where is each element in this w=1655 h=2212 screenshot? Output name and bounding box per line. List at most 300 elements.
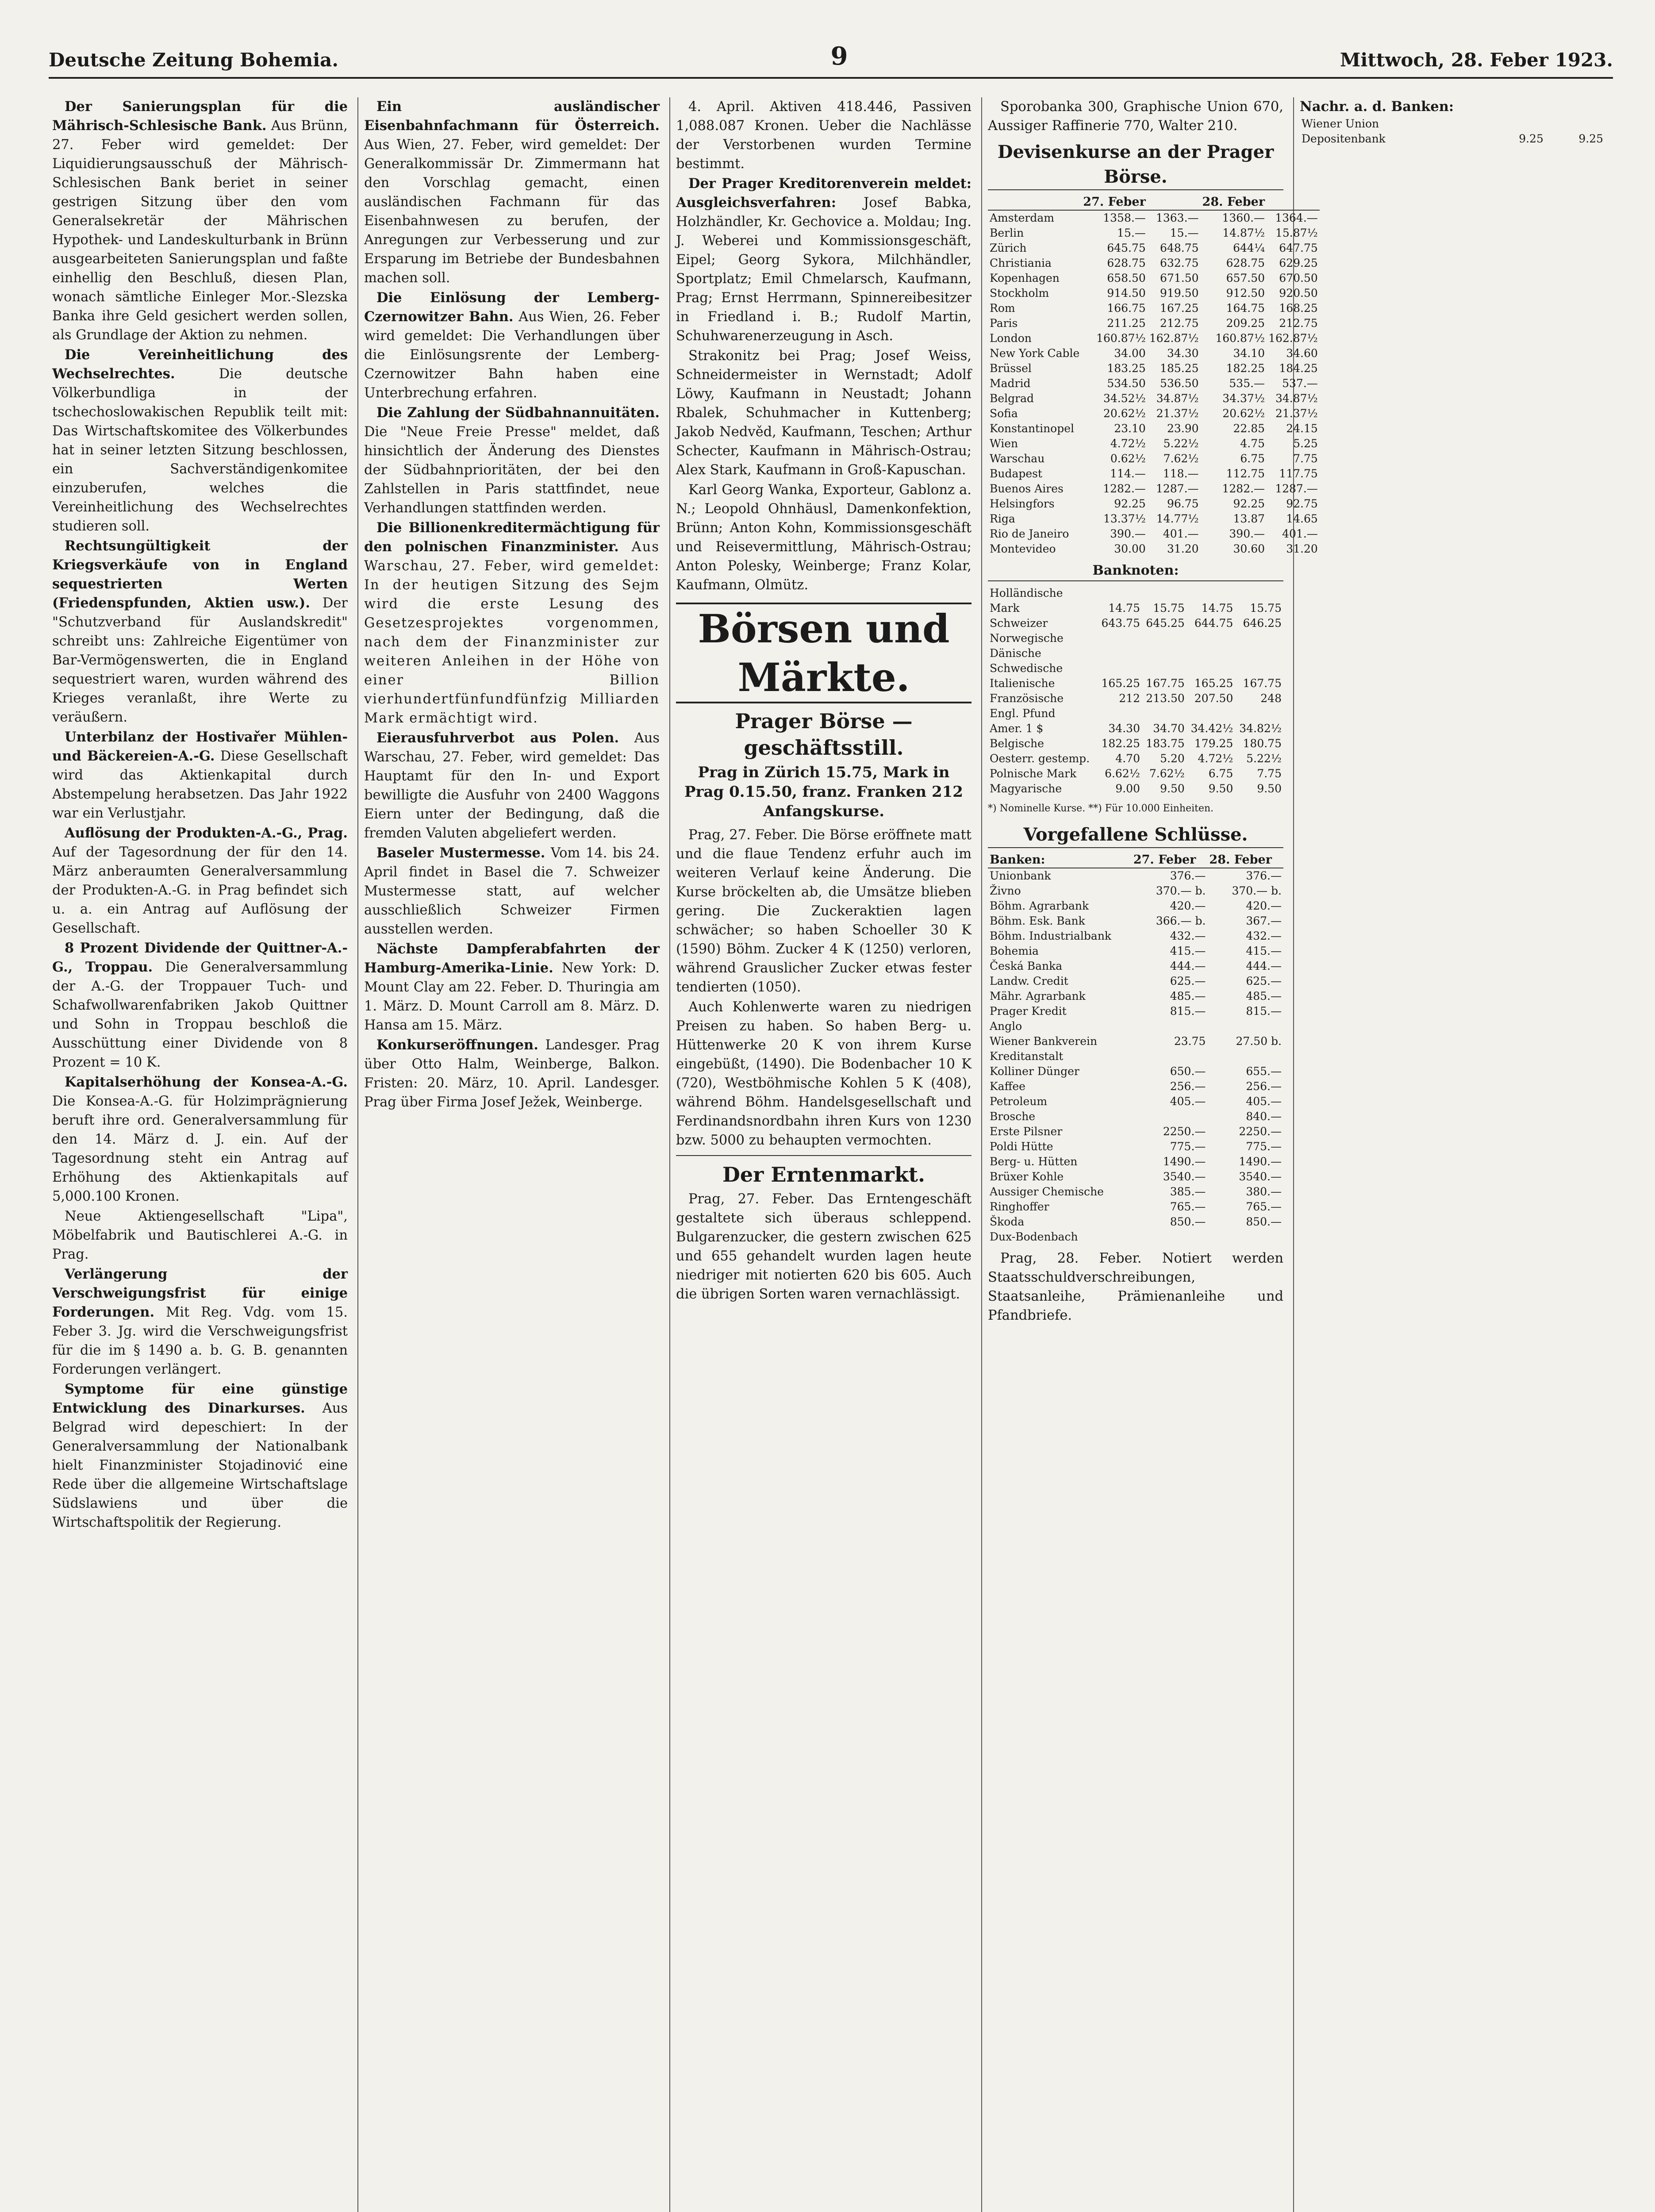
table-cell [1097, 706, 1142, 721]
table-cell: 184.25 [1279, 362, 1318, 375]
table-cell [1097, 631, 1142, 646]
table-row [988, 481, 1320, 496]
table-cell: 9.50 [1208, 782, 1233, 795]
table-cell: 34.60 [1286, 347, 1318, 360]
row-label: Italienische [990, 677, 1055, 690]
table-row [988, 346, 1320, 361]
table-cell: 432.— [1246, 929, 1282, 942]
table-cell [1142, 586, 1187, 601]
article-headline: Der Erntenmarkt. [722, 1163, 925, 1187]
table-cell [1132, 1109, 1208, 1124]
table-cell: 367.— [1246, 914, 1282, 927]
table-header-cell: Banken: [988, 853, 1132, 868]
table-cell: 420.— [1246, 899, 1282, 912]
row-label: Christiania [990, 257, 1052, 269]
table-cell [1132, 1049, 1208, 1064]
article-title: Ein ausländischer Eisenbahnfachmann für Österreich. [364, 99, 660, 134]
table-cell: 213.50 [1146, 692, 1185, 705]
table-row [988, 676, 1283, 691]
table-cell: 4.75 [1240, 437, 1265, 450]
table-cell: 1490.— [1239, 1155, 1282, 1168]
table-cell [1097, 586, 1142, 601]
table-cell: 9.25 [1578, 132, 1603, 145]
table-row [988, 1184, 1283, 1199]
table-cell: 185.25 [1160, 362, 1199, 375]
article-body: Die "Neue Freie Presse" meldet, daß hinsichtlich der Änderung des Dienstes der Südbahnprioritäten, der bei den Zahlstellen in Paris stattfindet, neue Verhandlungen stattfinden werden. [364, 424, 660, 516]
table-row [988, 466, 1320, 481]
table-row [988, 586, 1283, 601]
article-body: Aus Warschau, 27. Feber, wird gemeldet: Das Hauptamt für den In- und Export bewilligte die Ausfuhr von 2400 Waggons Eiern unter der Bedingung, daß die fremden Valuten abgeliefert werden. [364, 730, 660, 841]
table-row [988, 601, 1283, 616]
table-cell: 256.— [1246, 1080, 1282, 1093]
table-cell: 920.50 [1279, 287, 1318, 300]
table-row [988, 331, 1320, 346]
article-body: Strakonitz bei Prag; Josef Weiss, Schneidermeister in Wernstadt; Adolf Löwy, Kaufmann in Neustadt; Johann Rbalek, Schuhmacher in Kuttenberg; Jakob Nedvěd, Kaufmann, Teschen; Arthur Schecter, Kaufmann in Mährisch-Ostrau; Alex Stark, Kaufmann in Groß-Kapuschan. [676, 348, 971, 478]
article-body: Auf der Tagesordnung der für den 14. März anberaumten Generalversammlung der Produkten-A.-G. in Prag befindet sich u. a. ein Antrag auf Auflösung der Gesellschaft. [52, 845, 348, 936]
table-cell: 34.87½ [1275, 392, 1318, 405]
row-label: New York Cable [990, 347, 1080, 360]
row-label: Depositenbank [1302, 132, 1386, 145]
row-label: Stockholm [990, 287, 1049, 300]
column-1 [49, 97, 358, 2212]
table-cell: 658.50 [1107, 272, 1146, 284]
article-body: Aus Wien, 26. Feber wird gemeldet: Die Verhandlungen über die Einlösungsrente der Lemberg-Czernowitzer Bahn haben eine Unterbrechung erfahren. [364, 309, 660, 401]
table-cell: 655.— [1246, 1065, 1282, 1078]
fx-table-title: Devisenkurse an der Prager Börse. [988, 140, 1283, 190]
table-cell: 1287.— [1275, 482, 1318, 495]
row-label: Warschau [990, 452, 1045, 465]
row-label: Zürich [990, 242, 1027, 254]
table-cell: 183.25 [1107, 362, 1146, 375]
row-label: Böhm. Industrialbank [990, 929, 1112, 942]
table-cell [1097, 661, 1142, 676]
closing-table-title: Vorgefallene Schlüsse. [988, 822, 1283, 848]
table-cell: 23.90 [1167, 422, 1199, 435]
table-cell: 376.— [1246, 869, 1282, 882]
table-row [988, 256, 1320, 271]
table-cell: 390.— [1229, 527, 1265, 540]
row-label: Brüssel [990, 362, 1032, 375]
article-body: 4. April. Aktiven 418.446, Passiven 1,088.087 Kronen. Ueber die Nachlässe der Verstorbenen wurden Termine bestimmt. [676, 99, 971, 172]
table-cell: 625.— [1246, 975, 1282, 987]
closing-table [988, 853, 1283, 1244]
table-cell: 537.— [1282, 377, 1318, 390]
banknotes-table [988, 586, 1283, 796]
article-body: New York: D. Mount Clay am 22. Feber. D. Thuringia am 1. März. D. Mount Carroll am 8. März. D. Hansa am 15. März. [364, 960, 660, 1033]
table-cell: 212.75 [1160, 317, 1199, 330]
table-row [988, 944, 1283, 959]
table-cell: 5.25 [1293, 437, 1318, 450]
bank-news-table [1300, 116, 1605, 146]
table-cell: 1287.— [1156, 482, 1199, 495]
table-cell: 444.— [1170, 960, 1206, 972]
table-row [988, 736, 1283, 751]
table-cell [1142, 706, 1187, 721]
table-cell [1187, 586, 1235, 601]
article-body: Auch Kohlenwerte waren zu niedrigen Preisen zu haben. So haben Berg- u. Hüttenwerke 20 K von ihrem Kurse eingebüßt, (1490). Die Bodenbacher 10 K (720), Westböhmische Kohlen 5 K (408), während Böhm. Handelsgesellschaft und Ferdinandsnordbahn ihren Kurs von 1230 bzw. 5000 zu behaupten vermochten. [676, 999, 971, 1148]
table-cell: 671.50 [1160, 272, 1199, 284]
table-cell: 775.— [1246, 1140, 1282, 1153]
table-cell: 650.— [1170, 1065, 1206, 1078]
table-cell [1235, 631, 1283, 646]
table-cell [1142, 661, 1187, 676]
table-cell [1235, 661, 1283, 676]
table-cell: 485.— [1246, 990, 1282, 1002]
table-cell: 248 [1260, 692, 1282, 705]
row-label: Kaffee [990, 1080, 1025, 1093]
table-header-cell [1148, 195, 1201, 210]
table-row [988, 1199, 1283, 1214]
table-cell: 34.87½ [1156, 392, 1199, 405]
table-cell: 9.00 [1115, 782, 1140, 795]
table-row [988, 1139, 1283, 1154]
table-cell: 164.75 [1226, 302, 1265, 315]
table-row [988, 899, 1283, 914]
table-cell: 5.20 [1160, 752, 1185, 765]
table-cell: 405.— [1170, 1095, 1206, 1108]
row-label: Dänische [990, 647, 1041, 660]
table-cell: 632.75 [1160, 257, 1199, 269]
article-body: Prag, 27. Feber. Die Börse eröffnete matt und die flaue Tendenz erfuhr auch im weiteren Verlauf keine Änderung. Die Kurse bröckelten ab, die Umsätze blieben gering. Die Zuckeraktien lagen schwächer; so haben Schoeller 30 K (1590) Böhm. Zucker 4 K (1250) verloren, während Grauslicher Zucker etwas fester tendierten (1050). [676, 827, 971, 995]
row-label: Aussiger Chemische [990, 1185, 1104, 1198]
table-cell: 625.— [1170, 975, 1206, 987]
table-row [988, 868, 1283, 883]
row-label: Französische [990, 692, 1064, 705]
table-cell: 34.00 [1114, 347, 1146, 360]
table-header-cell: 28. Feber [1207, 853, 1283, 868]
table-cell [1097, 646, 1142, 661]
table-cell: 370.— b. [1232, 884, 1282, 897]
table-cell: 415.— [1246, 945, 1282, 957]
table-cell: 15.75 [1250, 602, 1282, 614]
row-label: Polnische Mark [990, 767, 1077, 780]
row-label: Poldi Hütte [990, 1140, 1053, 1153]
table-row [988, 751, 1283, 766]
table-row [988, 1049, 1283, 1064]
article-body: Der "Schutzverband für Auslandskredit" schreibt uns: Zahlreiche Eigentümer von Bar-Vermögenswerten, die in England sequestriert waren, wurden während des Krieges veranlaßt, ihre Werte zu veräußern. [52, 595, 348, 725]
table-row [988, 316, 1320, 331]
table-cell: 629.25 [1279, 257, 1318, 269]
table-row [988, 1019, 1283, 1034]
table-cell: 183.75 [1146, 737, 1185, 750]
table-cell: 14.65 [1286, 512, 1318, 525]
row-label: Rom [990, 302, 1015, 315]
article-body: Aus Warschau, 27. Feber, wird gemeldet: In der heutigen Sitzung des Sejm wird die erste Lesung des Gesetzesprojektes vorgenommen, nach dem der Finanzminister zur weiteren Anleihen in der Höhe von einer Billion vierhundertfünfundfünfzig Milliarden Mark ermächtigt wird. [364, 539, 660, 726]
table-cell [1207, 1019, 1283, 1034]
table-cell: 27.50 b. [1236, 1035, 1282, 1048]
table-row [988, 541, 1320, 557]
table-cell: 212 [1119, 692, 1140, 705]
row-label: Magyarische [990, 782, 1062, 795]
table-cell: 179.25 [1194, 737, 1233, 750]
table-cell [1142, 646, 1187, 661]
table-cell: 114.— [1110, 467, 1146, 480]
table-cell: 645.75 [1107, 242, 1146, 254]
table-cell: 775.— [1170, 1140, 1206, 1153]
table-row [988, 914, 1283, 929]
table-row [988, 1229, 1283, 1244]
table-cell: 444.— [1246, 960, 1282, 972]
table-row [988, 301, 1320, 316]
table-row [988, 766, 1283, 781]
table-row [988, 286, 1320, 301]
column-2 [361, 97, 670, 2212]
table-row [988, 691, 1283, 706]
table-cell [1187, 646, 1235, 661]
article-body: Aus Belgrad wird depeschiert: In der Generalversammlung der Nationalbank hielt Finanzminister Stojadinović eine Rede über die allgemeine Wirtschaftslage Südslawiens und über die Wirtschaftspolitik der Regierung. [52, 1401, 348, 1530]
table-cell: 9.50 [1160, 782, 1185, 795]
issue-date: Mittwoch, 28. Feber 1923. [1340, 49, 1613, 71]
row-label: Wiener Bankverein [990, 1035, 1098, 1048]
row-label: Amer. 1 $ [990, 722, 1044, 735]
row-label: Buenos Aires [990, 482, 1064, 495]
table-cell: 160.87½ [1096, 332, 1146, 345]
row-label: Brüxer Kohle [990, 1170, 1064, 1183]
article-subheadline: Prag in Zürich 15.75, Mark in Prag 0.15.50, franz. Franken 212 Anfangskurse. [684, 764, 963, 820]
table-cell: 112.75 [1226, 467, 1265, 480]
row-label: Konstantinopel [990, 422, 1075, 435]
row-label: Prager Kredit [990, 1005, 1067, 1018]
row-label: Rio de Janeiro [990, 527, 1069, 540]
table-cell: 535.— [1229, 377, 1265, 390]
fx-table [988, 195, 1320, 557]
table-cell: 9.25 [1519, 132, 1544, 145]
row-label: Anglo [990, 1020, 1022, 1033]
table-cell: 5.22½ [1163, 437, 1199, 450]
table-cell: 30.00 [1114, 542, 1146, 555]
table-cell: 118.— [1163, 467, 1199, 480]
table-row [988, 496, 1320, 511]
article-body: Prag, 27. Feber. Das Erntengeschäft gestaltete sich überaus schleppend. Bulgarenzucker, die gestern zwischen 625 und 655 gehandelt wurden lagen heute niedriger mit notierten 620 bis 605. Auch die übrigen Sorten waren vernachlässigt. [676, 1191, 971, 1302]
table-cell: 1282.— [1103, 482, 1146, 495]
row-label: Norwegische [990, 632, 1064, 645]
section-heading: Börsen und Märkte. [676, 603, 971, 703]
row-label: Amsterdam [990, 211, 1054, 224]
table-cell: 401.— [1282, 527, 1318, 540]
table-cell: 628.75 [1107, 257, 1146, 269]
table-cell: 657.50 [1226, 272, 1265, 284]
table-cell: 390.— [1110, 527, 1146, 540]
article-body: Die Generalversammlung der A.-G. der Troppauer Tuch- und Schafwollwarenfabriken Jakob Quittner und Sohn in Troppau beschloß die Ausschüttung einer Dividende von 8 Prozent = 10 K. [52, 960, 348, 1070]
table-cell: 15.87½ [1275, 227, 1318, 239]
table-cell: 1282.— [1222, 482, 1265, 495]
table-row [988, 631, 1283, 646]
table-row [988, 1169, 1283, 1184]
row-label: Madrid [990, 377, 1031, 390]
article-title: 8 Prozent Dividende der Quittner-A.-G., Troppau. [52, 940, 348, 975]
table-row [988, 646, 1283, 661]
table-cell: 207.50 [1194, 692, 1233, 705]
article-body: Mit Reg. Vdg. vom 15. Feber 3. Jg. wird die Verschweigungsfrist für die im § 1490 a. b. G. B. genannten Forderungen verlängert. [52, 1305, 348, 1377]
row-label: Wiener Union [1302, 117, 1379, 130]
table-cell: 256.— [1170, 1080, 1206, 1093]
table-cell: 850.— [1246, 1215, 1282, 1228]
table-cell: 13.37½ [1103, 512, 1146, 525]
article-body: Prag, 28. Feber. Notiert werden Staatsschuldverschreibungen, Staatsanleihe, Prämienanleihe und Pfandbriefe. [988, 1251, 1283, 1323]
table-cell: 34.30 [1108, 722, 1140, 735]
table-cell: 23.75 [1174, 1035, 1206, 1048]
table-row [988, 451, 1320, 466]
table-cell [1187, 631, 1235, 646]
table-cell: 162.87½ [1268, 332, 1318, 345]
column-5 [1296, 97, 1615, 2212]
article-title: Nächste Dampferabfahrten der Hamburg-Amerika-Linie. [364, 941, 660, 976]
row-label: Petroleum [990, 1095, 1048, 1108]
article-body: Aus Wien, 27. Feber, wird gemeldet: Der Generalkommissär Dr. Zimmermann hat den Vorschlag gemacht, einen ausländischen Fachmann für das Eisenbahnwesen zu berufen, der Anregungen zur Verbesserung und zur Ersparung im Betriebe der Bundesbahnen machen soll. [364, 137, 660, 286]
table-cell: 648.75 [1160, 242, 1199, 254]
table-cell: 209.25 [1226, 317, 1265, 330]
table-cell: 165.25 [1101, 677, 1140, 690]
table-cell: 7.75 [1293, 452, 1318, 465]
table-cell: 24.15 [1286, 422, 1318, 435]
row-label: Kolliner Dünger [990, 1065, 1079, 1078]
table-cell: 15.— [1117, 227, 1146, 239]
table-cell [1132, 1019, 1208, 1034]
table-cell: 180.75 [1243, 737, 1282, 750]
article-title: Rechtsungültigkeit der Kriegsverkäufe von in England sequestrierten Werten (Friedenspfunden, Aktien usw.). [52, 538, 348, 611]
table-cell: 485.— [1170, 990, 1206, 1002]
row-label: Belgische [990, 737, 1044, 750]
row-label: Živno [990, 884, 1021, 897]
column-4 [984, 97, 1318, 2212]
table-cell: 1360.— [1222, 211, 1265, 224]
article-body: Karl Georg Wanka, Exporteur, Gablonz a. N.; Leopold Ohnhäusl, Damenkonfektion, Brünn; Anton Kohn, Kommissionsgeschäft und Reisevermittlung, Mährisch-Ostrau; Anton Polesky, Weinberge; Franz Kolar, Kaufmann, Olmütz. [676, 482, 971, 593]
table-row [988, 511, 1320, 526]
table-cell: 644¼ [1233, 242, 1265, 254]
table-cell: 647.75 [1279, 242, 1318, 254]
table-cell: 168.25 [1279, 302, 1318, 315]
table-row [988, 661, 1283, 676]
table-cell: 0.62½ [1110, 452, 1146, 465]
row-label: Berg- u. Hütten [990, 1155, 1078, 1168]
banknotes-title: Banknoten: [988, 561, 1283, 581]
table-cell: 645.25 [1146, 617, 1185, 630]
table-header-cell: 27. Feber [1081, 195, 1148, 210]
row-label: Budapest [990, 467, 1043, 480]
row-label: Oesterr. gestemp. [990, 752, 1090, 765]
table-row [988, 1154, 1283, 1169]
article-title: Symptome für eine günstige Entwicklung des Dinarkurses. [52, 1381, 348, 1416]
table-row [988, 959, 1283, 974]
table-cell: 370.— b. [1156, 884, 1206, 897]
table-row [988, 526, 1320, 541]
fx-footnote: *) Nominelle Kurse. **) Für 10.000 Einheiten. [988, 803, 1214, 814]
table-cell: 7.62½ [1149, 767, 1185, 780]
table-row [988, 1004, 1283, 1019]
table-cell [1187, 661, 1235, 676]
table-row [988, 929, 1283, 944]
divider [676, 1155, 971, 1156]
table-cell: 1490.— [1163, 1155, 1206, 1168]
table-cell: 165.25 [1194, 677, 1233, 690]
table-cell: 405.— [1246, 1095, 1282, 1108]
article-title: Verlängerung der Verschweigungsfrist für einige Forderungen. [52, 1266, 348, 1320]
table-row [988, 974, 1283, 989]
table-cell: 20.62½ [1222, 407, 1265, 420]
table-cell: 34.10 [1233, 347, 1265, 360]
table-cell [1235, 706, 1283, 721]
table-cell [1207, 1049, 1283, 1064]
row-label: Engl. Pfund [990, 707, 1056, 720]
article-body: Josef Babka, Holzhändler, Kr. Gechovice a. Moldau; Ing. J. Weberei und Kommissionsgeschäft, Eipel; Georg Sykora, Milchhändler, Sportplatz; Emil Chmelarsch, Kaufmann, Prag; Ernst Herrmann, Spinnereibesitzer in Friedland i. B.; Rudolf Martin, Schuhwarenerzeugung in Asch. [676, 195, 971, 344]
article-title: Die Vereinheitlichung des Wechselrechtes. [52, 347, 348, 382]
newspaper-name: Deutsche Zeitung Bohemia. [49, 49, 338, 71]
table-cell [1235, 646, 1283, 661]
article-title: Der Sanierungsplan für die Mährisch-Schlesische Bank. [52, 99, 348, 134]
table-row [988, 210, 1320, 226]
table-cell: 34.30 [1167, 347, 1199, 360]
article-title: Auflösung der Produkten-A.-G., Prag. [65, 825, 348, 841]
article-body: Sporobanka 300, Graphische Union 670, Aussiger Raffinerie 770, Walter 210. [988, 99, 1283, 134]
table-cell: 14.87½ [1222, 227, 1265, 239]
table-header-cell [988, 195, 1081, 210]
article-body: Die deutsche Völkerbundliga in der tschechoslowakischen Republik teilt mit: Das Wirtschaftskomitee des Völkerbundes hat in seiner letzten Sitzung beschlossen, ein Sachverständigenkomitee einzuberufen, welches die Vereinheitlichung des Wechselrechtes studieren soll. [52, 366, 348, 534]
table-row [988, 1094, 1283, 1109]
table-row [988, 241, 1320, 256]
table-row [988, 1124, 1283, 1139]
table-cell: 1363.— [1156, 211, 1199, 224]
row-label: Böhm. Agrarbank [990, 899, 1089, 912]
table-cell: 23.10 [1114, 422, 1146, 435]
table-cell: 765.— [1170, 1200, 1206, 1213]
table-cell: 160.87½ [1215, 332, 1265, 345]
row-label: Brosche [990, 1110, 1036, 1123]
table-cell: 14.75 [1108, 602, 1140, 614]
table-cell: 30.60 [1233, 542, 1265, 555]
table-row [988, 706, 1283, 721]
table-cell: 9.50 [1257, 782, 1282, 795]
table-cell: 7.62½ [1163, 452, 1199, 465]
table-row [988, 721, 1283, 736]
table-cell: 212.75 [1279, 317, 1318, 330]
table-row [988, 226, 1320, 241]
article-body: Diese Gesellschaft wird das Aktienkapital durch Abstempelung herabsetzen. Das Jahr 1922 war ein Verlustjahr. [52, 749, 348, 821]
row-label: Wien [990, 437, 1018, 450]
row-label: Unionbank [990, 869, 1051, 882]
table-cell: 420.— [1170, 899, 1206, 912]
row-label: Holländische [990, 587, 1063, 599]
table-cell: 167.75 [1146, 677, 1185, 690]
table-cell: 385.— [1170, 1185, 1206, 1198]
row-label: Erste Pilsner [990, 1125, 1063, 1138]
table-cell: 14.77½ [1156, 512, 1199, 525]
table-cell: 15.— [1170, 227, 1199, 239]
row-label: Sofia [990, 407, 1018, 420]
row-label: Paris [990, 317, 1018, 330]
table-cell: 167.75 [1243, 677, 1282, 690]
table-cell: 21.37½ [1275, 407, 1318, 420]
table-cell: 162.87½ [1149, 332, 1199, 345]
table-cell: 2250.— [1163, 1125, 1206, 1138]
table-cell: 31.20 [1167, 542, 1199, 555]
table-cell: 646.25 [1243, 617, 1282, 630]
row-label: Böhm. Esk. Bank [990, 914, 1085, 927]
table-cell: 850.— [1170, 1215, 1206, 1228]
table-cell: 34.82½ [1239, 722, 1282, 735]
table-cell: 644.75 [1194, 617, 1233, 630]
article-body: Landesger. Prag über Otto Halm, Weinberge, Balkon. Fristen: 20. März, 10. April. Landesger. Prag über Firma Josef Ježek, Weinberge. [364, 1037, 660, 1110]
section-label: Nachr. a. d. Banken: [1300, 99, 1454, 115]
table-cell: 432.— [1170, 929, 1206, 942]
table-cell: 34.42½ [1190, 722, 1233, 735]
table-row [1300, 116, 1605, 131]
table-cell: 628.75 [1226, 257, 1265, 269]
table-row [988, 1079, 1283, 1094]
table-cell: 182.25 [1101, 737, 1140, 750]
table-cell: 13.87 [1233, 512, 1265, 525]
table-row [988, 361, 1320, 376]
table-cell: 166.75 [1107, 302, 1146, 315]
